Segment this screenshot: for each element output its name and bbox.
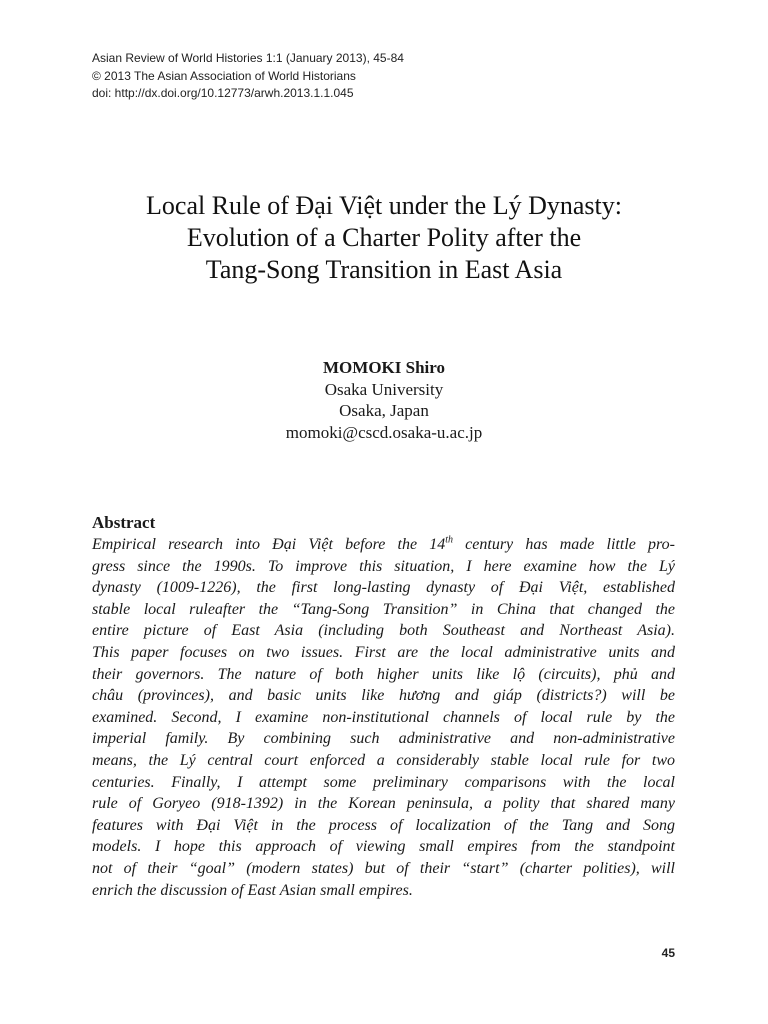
abstract-heading: Abstract xyxy=(92,513,156,532)
abstract-line-1-end: century has made little pro- xyxy=(453,536,675,553)
abstract-line: gress since the 1990s. To improve this situation, I here examine how the Lý xyxy=(92,557,675,575)
title-line-1: Local Rule of Đại Việt under the Lý Dynasty: xyxy=(146,191,622,220)
ordinal-superscript: th xyxy=(445,534,454,546)
journal-header xyxy=(92,50,404,103)
author-affiliation: Osaka University xyxy=(324,379,444,399)
author-email: momoki@cscd.osaka-u.ac.jp xyxy=(285,422,483,442)
page-number: 45 xyxy=(661,946,675,960)
abstract-line: centuries. Finally, I attempt some preliminary comparisons with the local xyxy=(92,773,675,791)
title-line-3: Tang-Song Transition in East Asia xyxy=(205,255,563,284)
abstract-line xyxy=(92,534,675,556)
abstract-body xyxy=(92,534,675,901)
abstract-line: features with Đại Việt in the process of localization of the Tang and Song xyxy=(92,816,675,834)
abstract-line: rule of Goryeo (918-1392) in the Korean peninsula, a polity that shared many xyxy=(92,795,675,813)
abstract-line: not of their “goal” (modern states) but of their “start” (charter polities), will xyxy=(92,859,675,877)
title-line-2: Evolution of a Charter Polity after the xyxy=(186,223,582,252)
abstract-line: imperial family. By combining such administrative and non-administrative xyxy=(92,730,675,748)
journal-citation: Asian Review of World Histories 1:1 (January 2013), 45-84 xyxy=(92,51,404,65)
abstract-line-1-text: Empirical research into Đại Việt before the 14 xyxy=(92,536,446,553)
abstract-line: their governors. The nature of both higher units like lộ (circuits), phủ and xyxy=(92,665,675,683)
paper-title xyxy=(40,190,728,286)
author-name: MOMOKI Shiro xyxy=(323,358,445,377)
abstract-section xyxy=(92,512,675,901)
doi-link: doi: http://dx.doi.org/10.12773/arwh.2013.1.1.045 xyxy=(92,86,354,100)
abstract-line: stable local ruleafter the “Tang-Song Transition” in China that changed the xyxy=(92,600,675,618)
abstract-line: This paper focuses on two issues. First are the local administrative units and xyxy=(92,643,675,661)
abstract-line: châu (provinces), and basic units like hương and giáp (districts?) will be xyxy=(92,687,675,705)
abstract-line: models. I hope this approach of viewing small empires from the standpoint xyxy=(92,838,675,856)
abstract-line: examined. Second, I examine non-institutional channels of local rule by the xyxy=(92,708,675,726)
abstract-line: entire picture of East Asia (including both Southeast and Northeast Asia). xyxy=(92,622,675,640)
author-block xyxy=(40,357,728,443)
abstract-line: means, the Lý central court enforced a considerably stable local rule for two xyxy=(92,751,675,769)
author-location: Osaka, Japan xyxy=(339,401,429,420)
abstract-line: dynasty (1009-1226), the first long-lasting dynasty of Đại Việt, established xyxy=(92,579,675,597)
copyright-notice: © 2013 The Asian Association of World Historians xyxy=(92,68,356,83)
abstract-line: enrich the discussion of East Asian small empires. xyxy=(92,881,413,899)
